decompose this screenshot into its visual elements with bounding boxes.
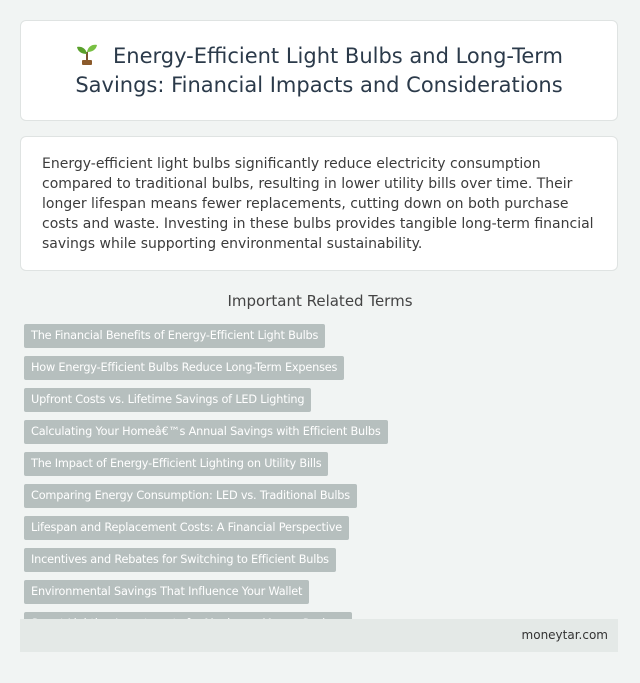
intro-card (20, 136, 618, 271)
related-term-tag[interactable]: How Energy-Efficient Bulbs Reduce Long-Term Expenses (24, 356, 344, 380)
related-term-tag[interactable]: Upfront Costs vs. Lifetime Savings of LED Lighting (24, 388, 311, 412)
related-term-tag[interactable]: Lifespan and Replacement Costs: A Financial Perspective (24, 516, 349, 540)
footer (20, 619, 618, 652)
related-term-tag[interactable]: Incentives and Rebates for Switching to Efficient Bulbs (24, 548, 336, 572)
related-terms-heading: Important Related Terms (227, 292, 413, 310)
related-terms-list (24, 324, 624, 636)
sprout-icon (75, 43, 99, 65)
related-term-tag[interactable]: The Financial Benefits of Energy-Efficient Light Bulbs (24, 324, 325, 348)
title-card (20, 20, 618, 121)
footer-site-link[interactable]: moneytar.com (521, 628, 608, 642)
related-term-tag[interactable]: The Impact of Energy-Efficient Lighting on Utility Bills (24, 452, 328, 476)
page-title (21, 42, 617, 100)
related-term-tag[interactable]: Calculating Your Homeâ€™s Annual Savings with Efficient Bulbs (24, 420, 388, 444)
related-term-tag[interactable]: Environmental Savings That Influence Your Wallet (24, 580, 309, 604)
page-title-text: Energy-Efficient Light Bulbs and Long-Term Savings: Financial Impacts and Considerations (75, 43, 563, 97)
intro-paragraph: Energy-efficient light bulbs significantly reduce electricity consumption compared to traditional bulbs, resulting in lower utility bills over time. Their longer lifespan means fewer replacements, cutting down on both purchase costs and waste. Investing in these bulbs provides tangible long-term financial savings while supporting environmental sustainability. (42, 156, 594, 252)
related-term-tag[interactable]: Comparing Energy Consumption: LED vs. Traditional Bulbs (24, 484, 357, 508)
